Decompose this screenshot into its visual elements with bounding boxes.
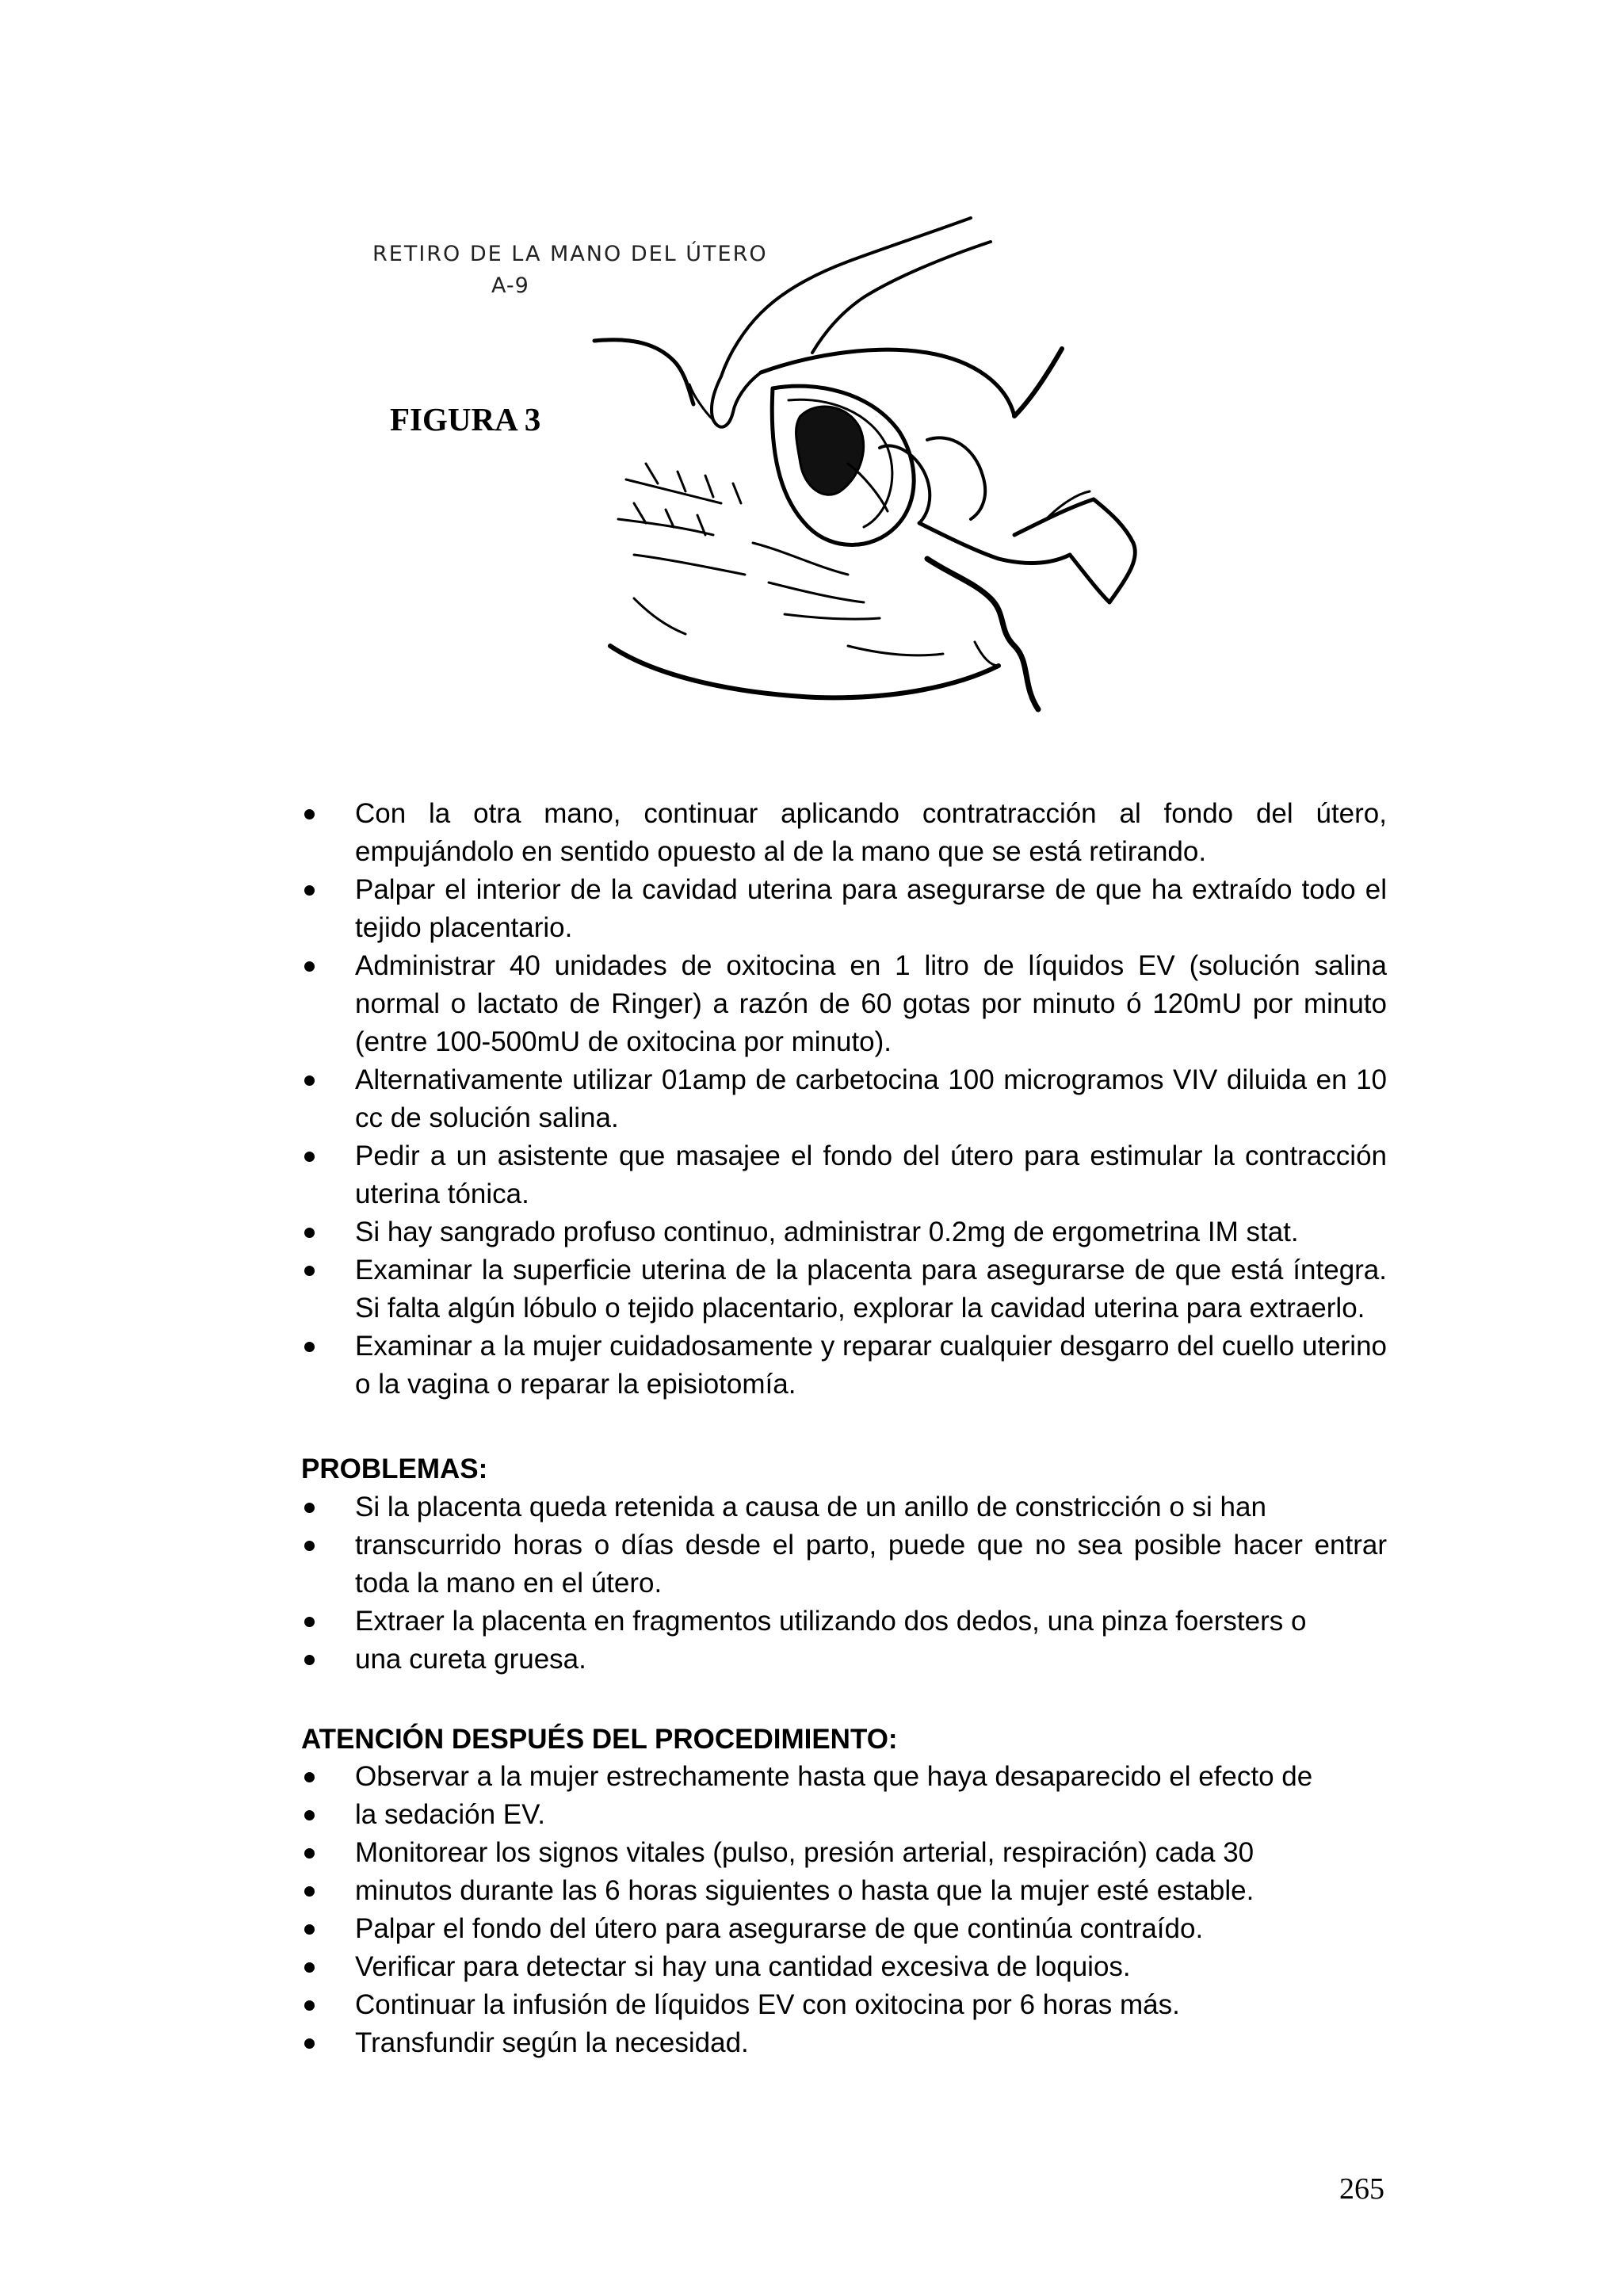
- list-item: Extraer la placenta en fragmentos utilizando dos dedos, una pinza foersters o: [301, 1603, 1387, 1641]
- list-item: Si hay sangrado profuso continuo, administrar 0.2mg de ergometrina IM stat.: [301, 1213, 1387, 1251]
- list-item: la sedación EV.: [301, 1796, 1387, 1834]
- bullet-icon: [304, 1772, 315, 1782]
- figure-label: FIGURA 3: [390, 401, 541, 437]
- bullet-icon: [304, 1075, 315, 1086]
- list-item: Administrar 40 unidades de oxitocina en 1 litro de líquidos EV (solución salina normal o lactato de Ringer) a razón de 60 gotas por minuto ó 120mU por minuto (entre 100-500mU de oxitocina por minuto).: [301, 947, 1387, 1061]
- list-item: transcurrido horas o días desde el parto, puede que no sea posible hacer entrar toda la mano en el útero.: [301, 1526, 1387, 1603]
- bullet-icon: [304, 1152, 315, 1162]
- bullet-icon: [304, 809, 315, 819]
- list-item: Observar a la mujer estrechamente hasta que haya desaparecido el efecto de: [301, 1758, 1387, 1796]
- bullet-icon: [304, 1228, 315, 1238]
- list-item: una cureta gruesa.: [301, 1641, 1387, 1679]
- bullet-icon: [304, 1962, 315, 1973]
- list-item: Continuar la infusión de líquidos EV con oxitocina por 6 horas más.: [301, 1986, 1387, 2024]
- list-item: Si la placenta queda retenida a causa de un anillo de constricción o si han: [301, 1488, 1387, 1526]
- list-item: Alternativamente utilizar 01amp de carbetocina 100 microgramos VIV diluida en 10 cc de solución salina.: [301, 1061, 1387, 1137]
- bullet-icon: [304, 885, 315, 896]
- list-item: Palpar el fondo del útero para asegurarse de que continúa contraído.: [301, 1910, 1387, 1948]
- illustration-figure: [372, 202, 1292, 749]
- list-item: Transfundir según la necesidad.: [301, 2024, 1387, 2062]
- list-item: Examinar la superficie uterina de la placenta para asegurarse de que está íntegra. Si falta algún lóbulo o tejido placentario, explorar la cavidad uterina para extraerlo.: [301, 1251, 1387, 1328]
- figure-code: A-9: [491, 273, 529, 298]
- aftercare-heading: ATENCIÓN DESPUÉS DEL PROCEDIMIENTO:: [301, 1724, 898, 1755]
- bullet-icon: [304, 1848, 315, 1859]
- list-item: Palpar el interior de la cavidad uterina para asegurarse de que ha extraído todo el tejido placentario.: [301, 871, 1387, 947]
- list-item: Con la otra mano, continuar aplicando contratracción al fondo del útero, empujándolo en sentido opuesto al de la mano que se está retirando.: [301, 795, 1387, 871]
- bullet-icon: [304, 2038, 315, 2049]
- bullet-icon: [304, 1503, 315, 1513]
- list-item: Examinar a la mujer cuidadosamente y reparar cualquier desgarro del cuello uterino o la vagina o reparar la episiotomía.: [301, 1328, 1387, 1404]
- problems-list: [301, 1488, 1387, 1679]
- list-item: Pedir a un asistente que masajee el fondo del útero para estimular la contracción uterina tónica.: [301, 1137, 1387, 1213]
- bullet-icon: [304, 961, 315, 972]
- list-item: minutos durante las 6 horas siguientes o hasta que la mujer esté estable.: [301, 1872, 1387, 1910]
- bullet-icon: [304, 1342, 315, 1352]
- bullet-icon: [304, 1810, 315, 1820]
- figure-caption: RETIRO DE LA MANO DEL ÚTERO: [372, 242, 768, 266]
- list-item: Verificar para detectar si hay una cantidad excesiva de loquios.: [301, 1948, 1387, 1986]
- bullet-icon: [304, 1617, 315, 1627]
- bullet-icon: [304, 1924, 315, 1935]
- bullet-icon: [304, 2000, 315, 2011]
- page-number: 265: [1339, 2172, 1384, 2206]
- bullet-icon: [304, 1541, 315, 1551]
- procedure-steps-list: [301, 795, 1387, 1404]
- bullet-icon: [304, 1655, 315, 1665]
- bullet-icon: [304, 1886, 315, 1897]
- bullet-icon: [304, 1266, 315, 1276]
- aftercare-list: [301, 1758, 1387, 2062]
- list-item: Monitorear los signos vitales (pulso, presión arterial, respiración) cada 30: [301, 1834, 1387, 1872]
- problems-heading: PROBLEMAS:: [301, 1454, 488, 1484]
